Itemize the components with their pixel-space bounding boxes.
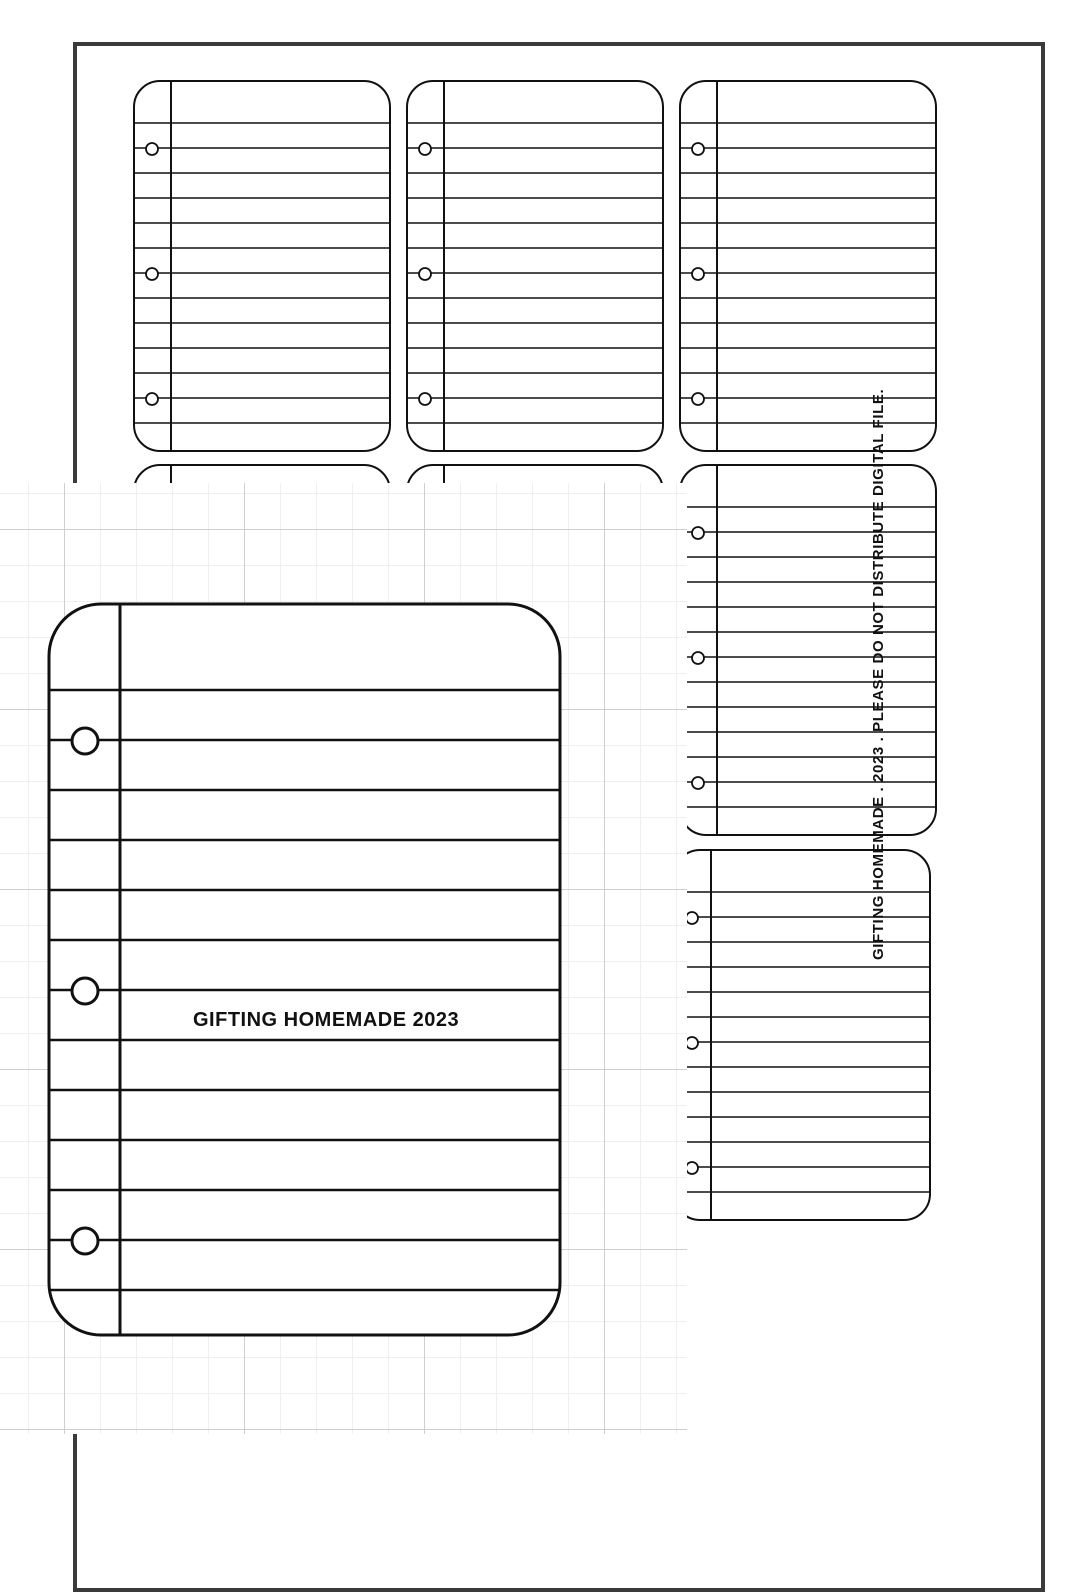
binder-hole-middle [72,978,98,1004]
binder-hole-top [72,728,98,754]
front-card-credit: GIFTING HOMEMADE 2023 [193,1009,460,1031]
binder-hole-bottom [72,1228,98,1254]
copyright-notice: GIFTING HOMEMADE . 2023 . PLEASE DO NOT DISTRIBUTE DIGITAL FILE. [870,388,887,960]
